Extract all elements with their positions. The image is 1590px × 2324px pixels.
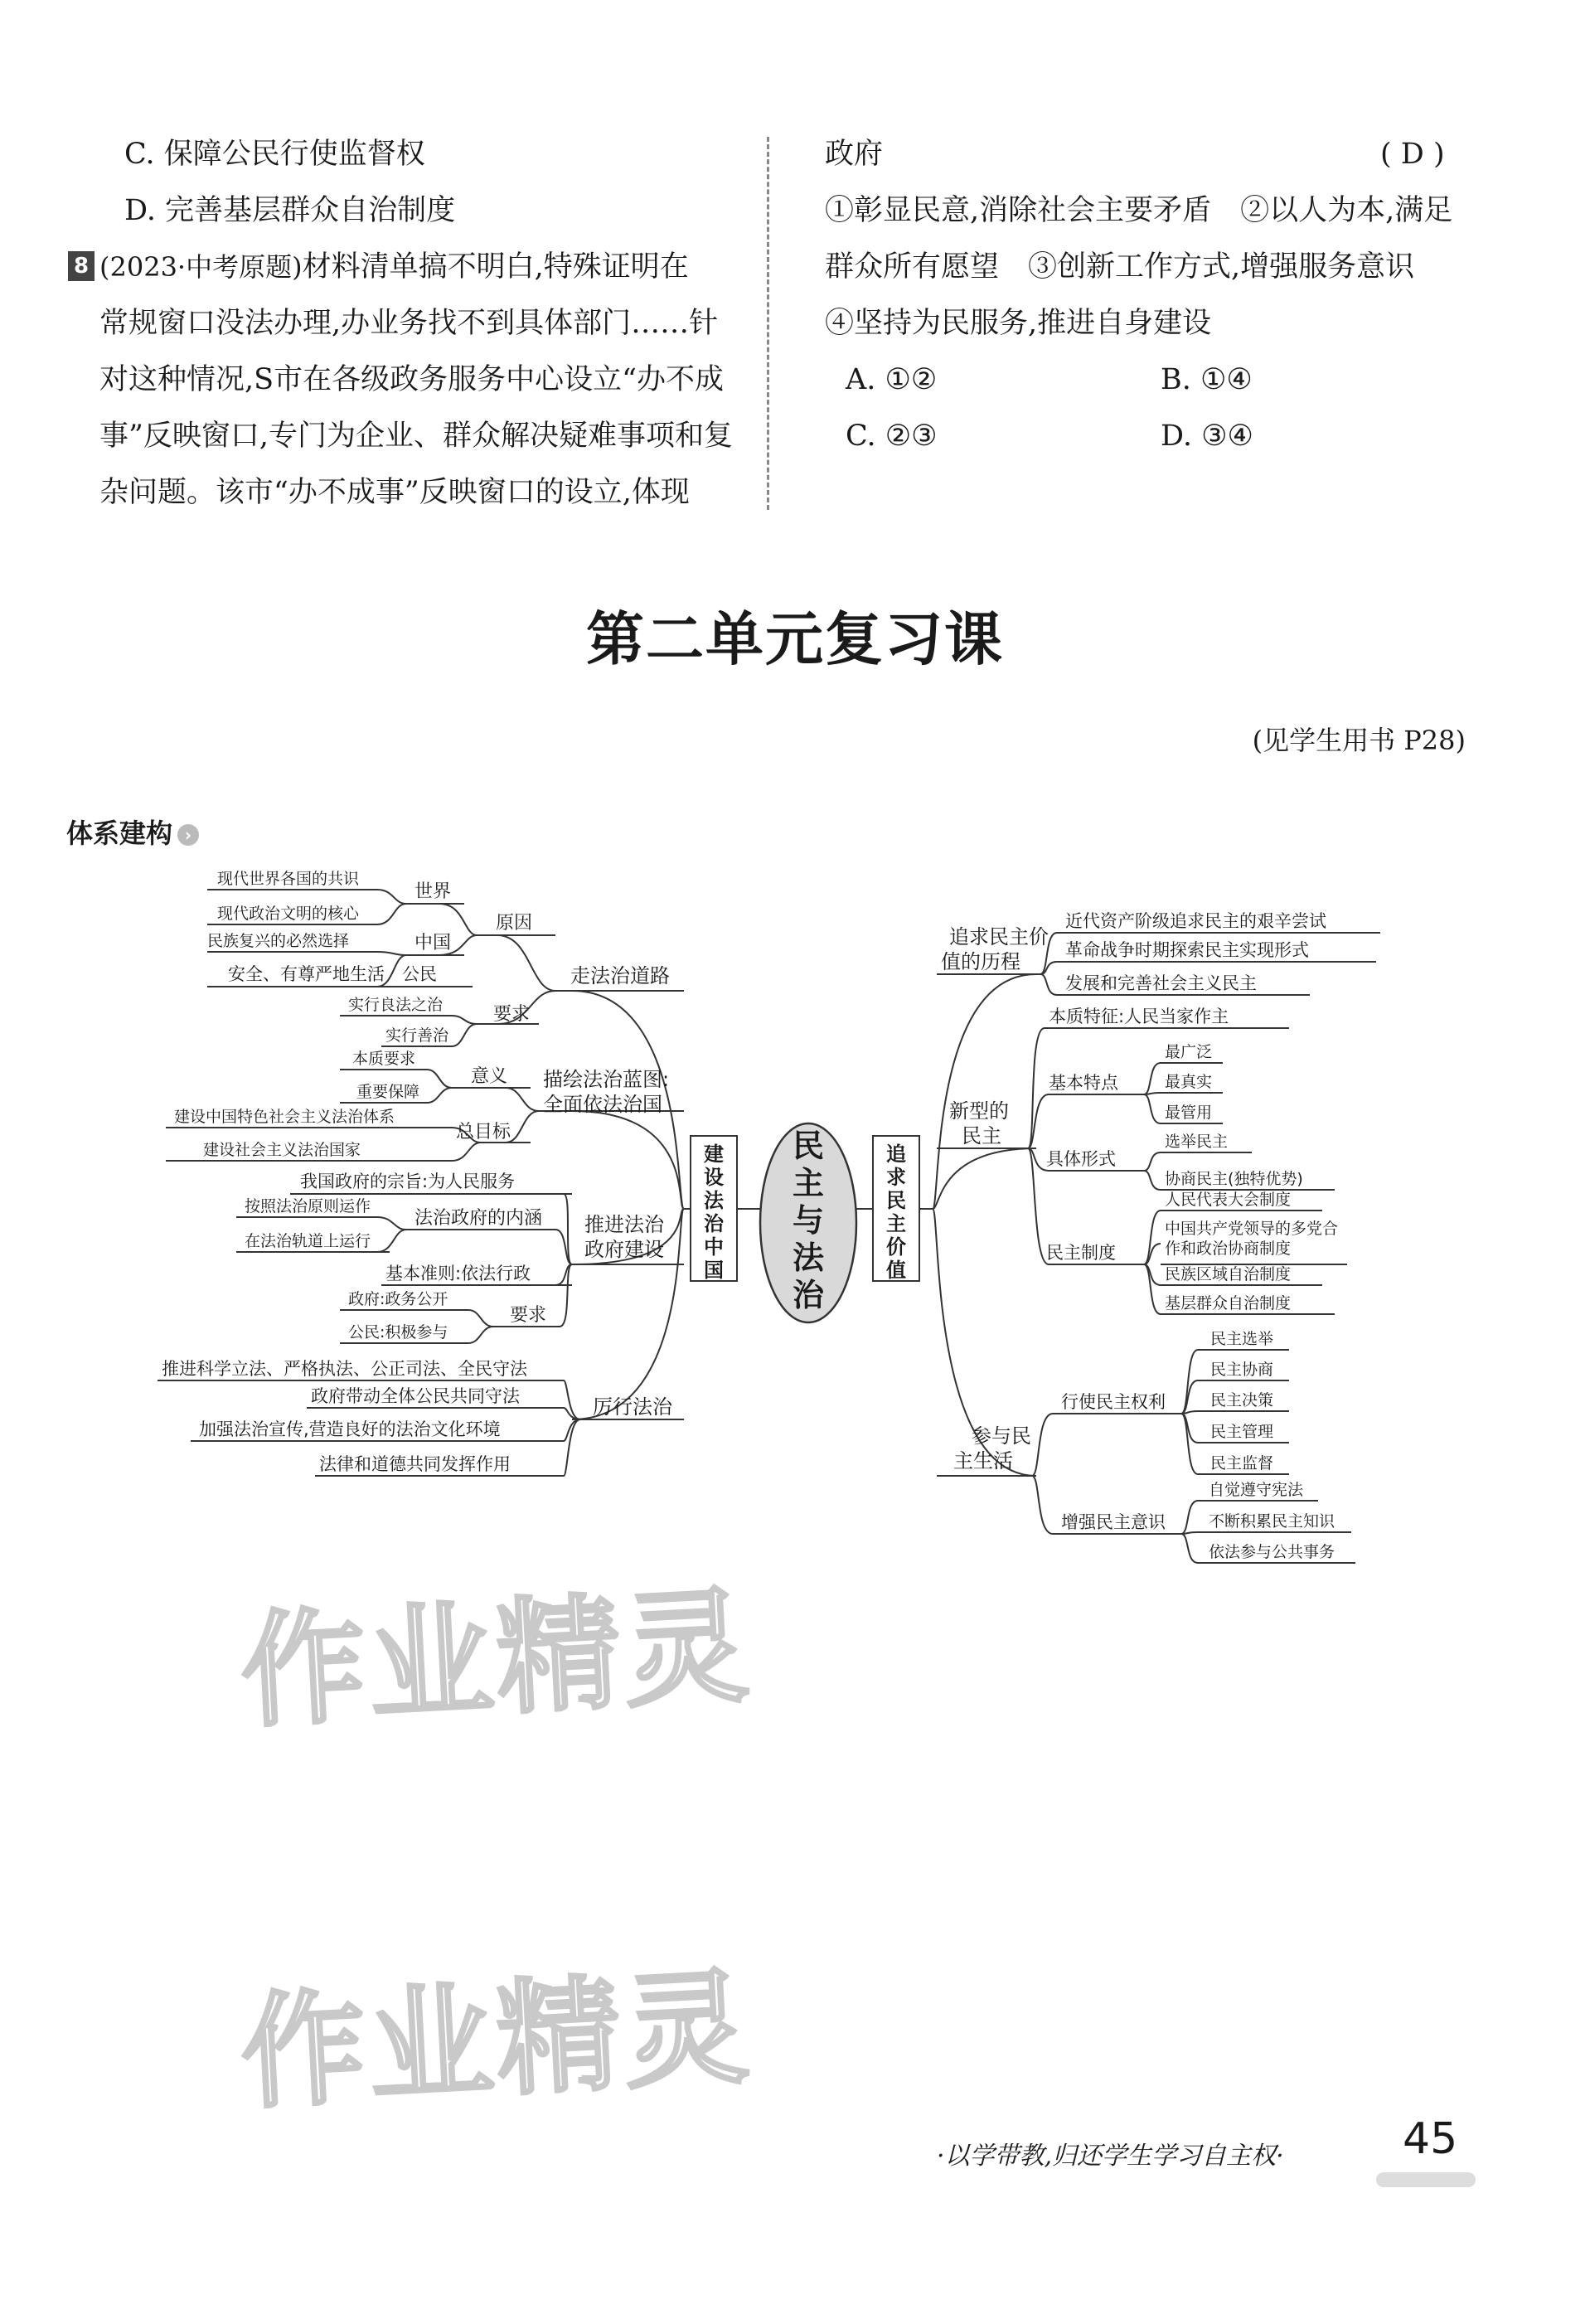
right-line-2: ①彰显民意,消除社会主要矛盾 ②以人为本,满足 bbox=[825, 194, 1453, 227]
leaf-system-3: 民族区域自治制度 bbox=[1165, 1265, 1292, 1283]
leaf-practice-2: 政府带动全体公民共同守法 bbox=[311, 1386, 520, 1406]
node-blueprint-1: 描绘法治蓝图: bbox=[543, 1068, 670, 1091]
left-branch-1: 建 bbox=[704, 1143, 724, 1166]
section-label-text: 体系建构 bbox=[66, 818, 173, 849]
node-pursuit-1: 追求民主价 bbox=[949, 925, 1049, 949]
question-source: (2023·中考原题) bbox=[99, 251, 303, 283]
footer-slogan: ·以学带教,归还学生学习自主权· bbox=[937, 2142, 1284, 2171]
leaf-form-1: 选举民主 bbox=[1165, 1133, 1229, 1151]
leaf-practice-3: 加强法治宣传,营造良好的法治文化环境 bbox=[199, 1419, 501, 1439]
leaf-gr-1: 政府:政务公开 bbox=[348, 1290, 448, 1308]
page-title: 第二单元复习课 bbox=[586, 604, 1004, 673]
node-specific-forms: 具体形式 bbox=[1046, 1149, 1116, 1169]
left-branch-3: 法 bbox=[704, 1189, 724, 1212]
center-node-3: 与 bbox=[792, 1202, 825, 1239]
leaf-china-1: 民族复兴的必然选择 bbox=[207, 932, 350, 950]
leaf-practice-4: 法律和道德共同发挥作用 bbox=[319, 1454, 511, 1474]
left-branch-2: 设 bbox=[704, 1166, 724, 1189]
node-basic-features: 基本特点 bbox=[1049, 1073, 1118, 1093]
node-requirement-1: 要求 bbox=[493, 1004, 531, 1025]
leaf-awareness-3: 依法参与公共事务 bbox=[1209, 1543, 1336, 1561]
answer-bracket: ( D ) bbox=[1380, 138, 1445, 171]
leaf-awareness-2: 不断积累民主知识 bbox=[1209, 1512, 1336, 1531]
node-walk-rule-of-law: 走法治道路 bbox=[570, 964, 670, 987]
option-c-left: C. 保障公民行使监督权 bbox=[124, 138, 425, 171]
arrow-right-icon: › bbox=[177, 824, 199, 846]
leaf-world-1: 现代世界各国的共识 bbox=[217, 870, 360, 888]
node-blueprint-2: 全面依法治国 bbox=[543, 1093, 662, 1116]
page-number: 45 bbox=[1403, 2114, 1458, 2164]
leaf-practice-1: 推进科学立法、严格执法、公正司法、全民守法 bbox=[162, 1359, 527, 1379]
question-8-line-2: 常规窗口没法办理,办业务找不到具体部门……针 bbox=[99, 307, 719, 340]
leaf-essence: 本质特征:人民当家作主 bbox=[1049, 1007, 1229, 1026]
option-b: B. ①④ bbox=[1161, 363, 1253, 396]
left-branch-4: 治 bbox=[704, 1212, 724, 1235]
option-c: C. ②③ bbox=[846, 420, 938, 453]
question-number: 8 bbox=[68, 251, 95, 281]
option-a: A. ①② bbox=[846, 363, 938, 396]
leaf-system-2b: 作和政治协商制度 bbox=[1165, 1240, 1292, 1258]
node-new-democracy-2: 民主 bbox=[962, 1124, 1001, 1147]
right-line-1: 政府 bbox=[825, 138, 884, 171]
book-reference: (见学生用书 P28) bbox=[1252, 725, 1466, 756]
question-8-line-3: 对这种情况,S市在各级政务服务中心设立“办不成 bbox=[99, 363, 724, 396]
node-world: 世界 bbox=[414, 881, 452, 902]
leaf-right-4: 民主管理 bbox=[1210, 1423, 1274, 1441]
node-china: 中国 bbox=[414, 933, 452, 953]
leaf-system-1: 人民代表大会制度 bbox=[1165, 1191, 1292, 1209]
node-connotation: 法治政府的内涵 bbox=[414, 1208, 543, 1229]
right-branch-1: 追 bbox=[886, 1143, 906, 1166]
leaf-history-3: 发展和完善社会主义民主 bbox=[1065, 973, 1257, 993]
node-reason: 原因 bbox=[496, 913, 533, 934]
leaf-feature-1: 最广泛 bbox=[1165, 1043, 1213, 1061]
leaf-govt-purpose: 我国政府的宗旨:为人民服务 bbox=[300, 1172, 516, 1191]
leaf-goal-2: 建设社会主义法治国家 bbox=[203, 1141, 361, 1159]
leaf-right-3: 民主决策 bbox=[1210, 1391, 1274, 1409]
right-line-4: ④坚持为民服务,推进自身建设 bbox=[825, 307, 1212, 340]
leaf-req-1: 实行良法之治 bbox=[348, 996, 444, 1014]
left-branch-6: 国 bbox=[704, 1259, 724, 1282]
center-node-1: 民 bbox=[792, 1128, 825, 1164]
leaf-in-1: 按照法治原则运作 bbox=[245, 1197, 371, 1215]
leaf-right-5: 民主监督 bbox=[1210, 1454, 1274, 1473]
node-new-democracy-1: 新型的 bbox=[949, 1099, 1009, 1123]
node-enhance-awareness: 增强民主意识 bbox=[1061, 1512, 1166, 1532]
leaf-right-1: 民主选举 bbox=[1210, 1330, 1274, 1348]
node-law-govt-1: 推进法治 bbox=[584, 1213, 664, 1236]
watermark-lower: 作业精灵 bbox=[237, 1955, 755, 2127]
center-node-5: 治 bbox=[792, 1277, 825, 1313]
node-democratic-system: 民主制度 bbox=[1046, 1243, 1116, 1263]
leaf-feature-2: 最真实 bbox=[1165, 1073, 1213, 1091]
leaf-sig-2: 重要保障 bbox=[356, 1083, 420, 1101]
leaf-goal-1: 建设中国特色社会主义法治体系 bbox=[174, 1108, 395, 1126]
option-d-left: D. 完善基层群众自治制度 bbox=[124, 194, 456, 227]
node-significance: 意义 bbox=[471, 1066, 508, 1087]
center-node-4: 法 bbox=[792, 1240, 825, 1276]
leaf-req-2: 实行善治 bbox=[385, 1026, 449, 1045]
leaf-right-2: 民主协商 bbox=[1210, 1361, 1274, 1379]
node-participate-1: 参与民 bbox=[972, 1424, 1031, 1448]
watermark-upper: 作业精灵 bbox=[237, 1574, 755, 1745]
leaf-gr-2: 公民:积极参与 bbox=[348, 1323, 448, 1342]
right-branch-4: 主 bbox=[886, 1212, 906, 1235]
right-branch-6: 值 bbox=[886, 1259, 906, 1282]
node-practice: 厉行法治 bbox=[593, 1395, 672, 1419]
leaf-form-2: 协商民主(独特优势) bbox=[1165, 1170, 1303, 1188]
node-participate-2: 主生活 bbox=[953, 1449, 1013, 1473]
question-text-1: 材料清单搞不明白,特殊证明在 bbox=[302, 250, 689, 284]
center-node-2: 主 bbox=[792, 1165, 825, 1201]
leaf-china-2: 安全、有尊严地生活 公民 bbox=[228, 964, 437, 984]
leaf-system-4: 基层群众自治制度 bbox=[1165, 1294, 1292, 1312]
node-requirement-2: 要求 bbox=[510, 1305, 547, 1326]
leaf-history-1: 近代资产阶级追求民主的艰辛尝试 bbox=[1065, 911, 1326, 931]
leaf-awareness-1: 自觉遵守宪法 bbox=[1209, 1481, 1304, 1499]
right-branch-3: 民 bbox=[886, 1189, 906, 1212]
leaf-system-2a: 中国共产党领导的多党合 bbox=[1165, 1220, 1339, 1238]
question-8-line-5: 杂问题。该市“办不成事”反映窗口的设立,体现 bbox=[99, 476, 690, 509]
leaf-in-2: 在法治轨道上运行 bbox=[245, 1232, 371, 1250]
right-branch-2: 求 bbox=[886, 1166, 906, 1189]
node-exercise-rights: 行使民主权利 bbox=[1061, 1392, 1166, 1412]
leaf-sig-1: 本质要求 bbox=[352, 1050, 416, 1068]
leaf-basic-principle: 基本准则:依法行政 bbox=[385, 1264, 531, 1283]
leaf-history-2: 革命战争时期探索民主实现形式 bbox=[1065, 940, 1309, 960]
leaf-world-2: 现代政治文明的核心 bbox=[217, 905, 360, 923]
question-8-line-4: 事”反映窗口,专门为企业、群众解决疑难事项和复 bbox=[99, 420, 734, 453]
right-line-3: 群众所有愿望 ③创新工作方式,增强服务意识 bbox=[825, 250, 1415, 284]
leaf-feature-3: 最管用 bbox=[1165, 1104, 1213, 1122]
node-overall-goal: 总目标 bbox=[456, 1122, 511, 1143]
left-branch-5: 中 bbox=[704, 1235, 724, 1259]
node-pursuit-2: 值的历程 bbox=[941, 950, 1020, 973]
right-branch-5: 价 bbox=[886, 1235, 906, 1259]
option-d: D. ③④ bbox=[1161, 420, 1253, 453]
node-law-govt-2: 政府建设 bbox=[584, 1238, 664, 1261]
page-number-bar bbox=[1376, 2172, 1476, 2187]
